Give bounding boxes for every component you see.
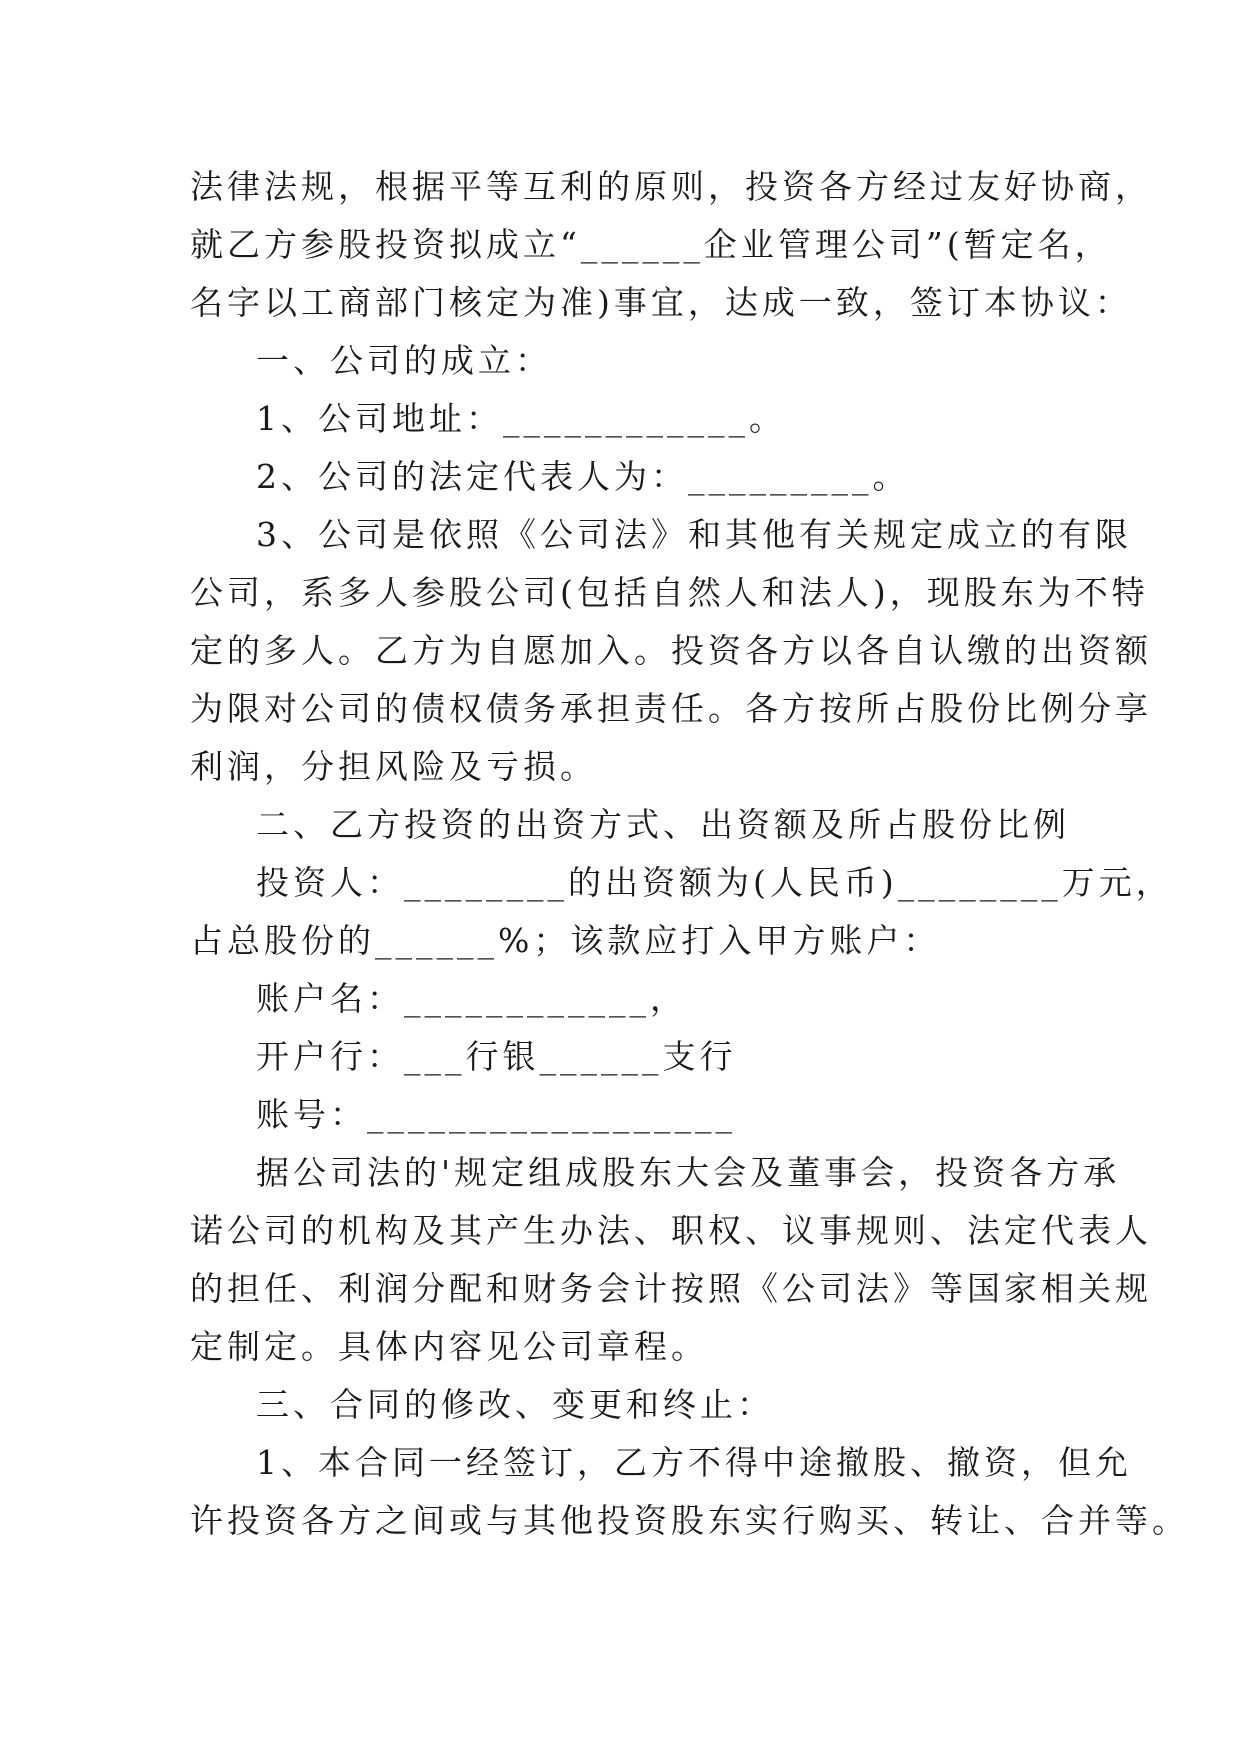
- paragraph-line: 1、本合同一经签订，乙方不得中途撤股、撤资，但允: [256, 1443, 1132, 1482]
- section-heading: 一、公司的成立：: [256, 341, 552, 380]
- paragraph-line: 账户名：____________，: [256, 979, 687, 1018]
- document-page: [190, 158, 1189, 1550]
- section-heading: 三、合同的修改、变更和终止：: [256, 1385, 774, 1424]
- paragraph-line: 1、公司地址：____________。: [256, 399, 786, 438]
- section-heading: 二、乙方投资的出资方式、出资额及所占股份比例: [256, 805, 1070, 844]
- paragraph-line: 定制定。具体内容见公司章程。: [190, 1327, 708, 1366]
- paragraph-line: 账号：__________________: [256, 1095, 736, 1134]
- paragraph-line: 定的多人。乙方为自愿加入。投资各方以各自认缴的出资额: [190, 631, 1152, 670]
- paragraph-line: 据公司法的'规定组成股东大会及董事会，投资各方承: [256, 1153, 1121, 1192]
- paragraph-line: 占总股份的______%；该款应打入甲方账户：: [190, 921, 941, 960]
- paragraph-line: 为限对公司的债权债务承担责任。各方按所占股份比例分享: [190, 689, 1152, 728]
- paragraph-line: 的担任、利润分配和财务会计按照《公司法》等国家相关规: [190, 1269, 1152, 1308]
- paragraph-line: 名字以工商部门核定为准)事宜，达成一致，签订本协议：: [190, 283, 1132, 322]
- paragraph-line: 开户行：___行银______支行: [256, 1037, 737, 1076]
- paragraph-line: 许投资各方之间或与其他投资股东实行购买、转让、合并等。: [190, 1501, 1189, 1540]
- paragraph-line: 法律法规，根据平等互利的原则，投资各方经过友好协商，: [190, 167, 1152, 206]
- paragraph-line: 投资人：________的出资额为(人民币)________万元，: [256, 863, 1173, 902]
- paragraph-line: 就乙方参股投资拟成立“______企业管理公司”(暂定名，: [190, 225, 1112, 264]
- paragraph-line: 3、公司是依照《公司法》和其他有关规定成立的有限: [256, 515, 1132, 554]
- paragraph-line: 公司，系多人参股公司(包括自然人和法人)，现股东为不特: [190, 573, 1149, 612]
- paragraph-line: 利润，分担风险及亏损。: [190, 747, 597, 786]
- paragraph-line: 诺公司的机构及其产生办法、职权、议事规则、法定代表人: [190, 1211, 1152, 1250]
- paragraph-line: 2、公司的法定代表人为：_________。: [256, 457, 910, 496]
